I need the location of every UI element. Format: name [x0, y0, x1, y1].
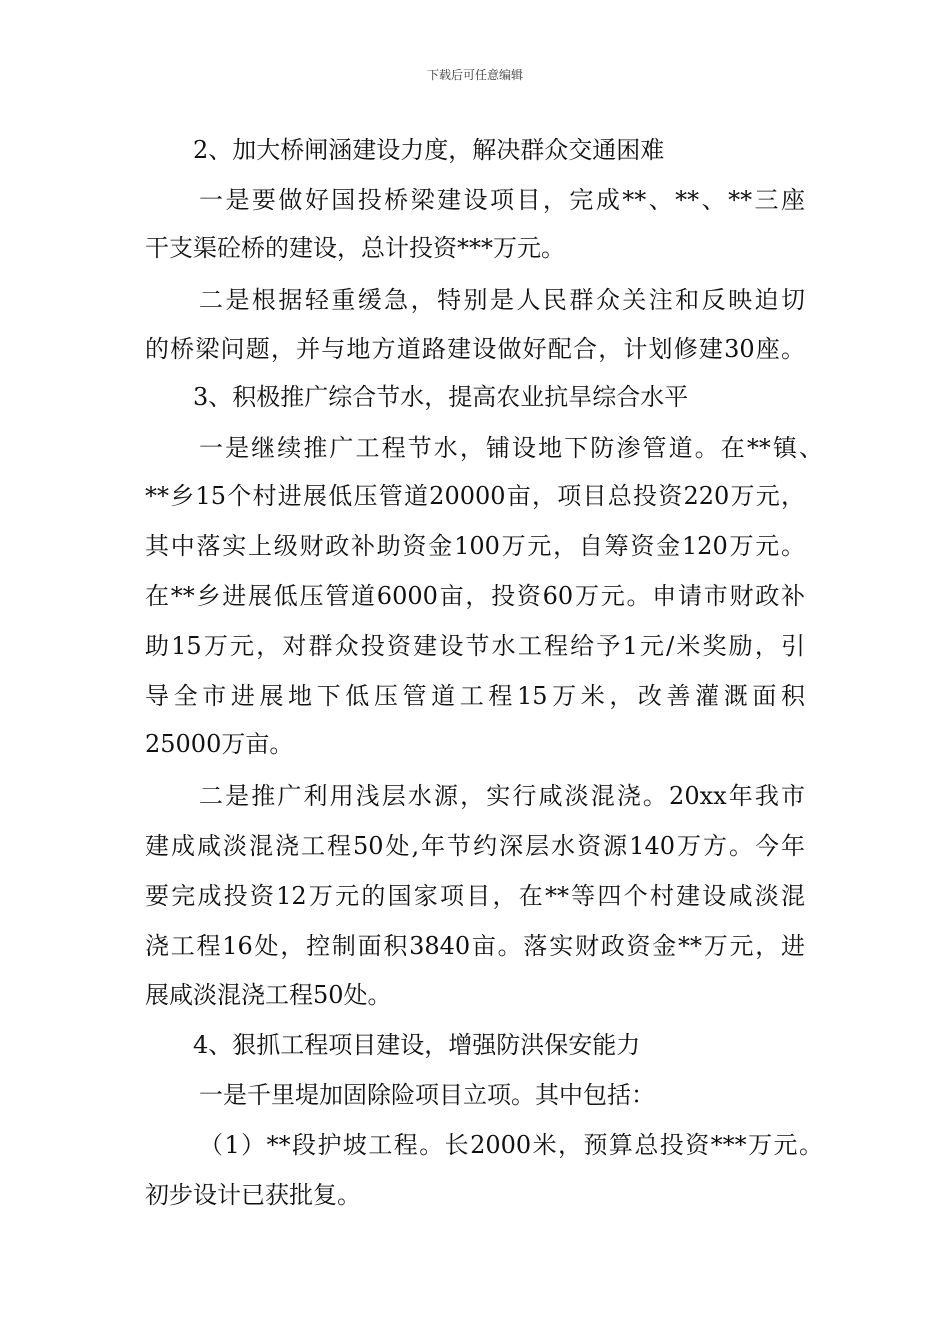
- heading-4: 4、狠抓工程项目建设，增强防洪保安能力: [193, 1031, 641, 1059]
- paragraph-line: 在**乡进展低压管道6000亩，投资60万元。申请市财政补: [145, 582, 805, 610]
- paragraph-line: 25000万亩。: [145, 730, 294, 758]
- paragraph-line: 要完成投资12万元的国家项目，在**等四个村建设咸淡混: [145, 882, 805, 910]
- paragraph-line: 导全市进展地下低压管道工程15万米，改善灌溉面积: [145, 682, 805, 710]
- heading-2: 2、加大桥闸涵建设力度，解决群众交通困难: [193, 136, 665, 164]
- paragraph-line: **乡15个村进展低压管道20000亩，项目总投资220万元，: [145, 482, 805, 510]
- paragraph-line: 展咸淡混浇工程50处。: [145, 981, 392, 1009]
- paragraph-line: 一是要做好国投桥梁建设项目，完成**、**、**三座: [199, 186, 805, 214]
- heading-3: 3、积极推广综合节水，提高农业抗旱综合水平: [193, 383, 689, 411]
- paragraph-line: 其中落实上级财政补助资金100万元，自筹资金120万元。: [145, 532, 805, 560]
- paragraph-line: （1）**段护坡工程。长2000米，预算总投资***万元。: [199, 1131, 823, 1159]
- paragraph-line: 初步设计已获批复。: [145, 1181, 361, 1209]
- paragraph-line: 助15万元，对群众投资建设节水工程给予1元/米奖励，引: [145, 632, 805, 660]
- paragraph-line: 浇工程16处，控制面积3840亩。落实财政资金**万元，进: [145, 932, 805, 960]
- page-header: 下载后可任意编辑: [426, 68, 523, 82]
- paragraph-line: 二是根据轻重缓急，特别是人民群众关注和反映迫切: [199, 286, 805, 314]
- paragraph-line: 的桥梁问题，并与地方道路建设做好配合，计划修建30座。: [145, 335, 805, 363]
- paragraph-line: 一是继续推广工程节水，铺设地下防渗管道。在**镇、: [199, 434, 823, 462]
- paragraph-line: 二是推广利用浅层水源，实行咸淡混浇。20xx年我市: [199, 782, 805, 810]
- paragraph-line: 干支渠砼桥的建设，总计投资***万元。: [145, 234, 565, 262]
- paragraph-line: 建成咸淡混浇工程50处,年节约深层水资源140万方。今年: [145, 832, 805, 860]
- paragraph-line: 一是千里堤加固除险项目立项。其中包括：: [199, 1081, 655, 1109]
